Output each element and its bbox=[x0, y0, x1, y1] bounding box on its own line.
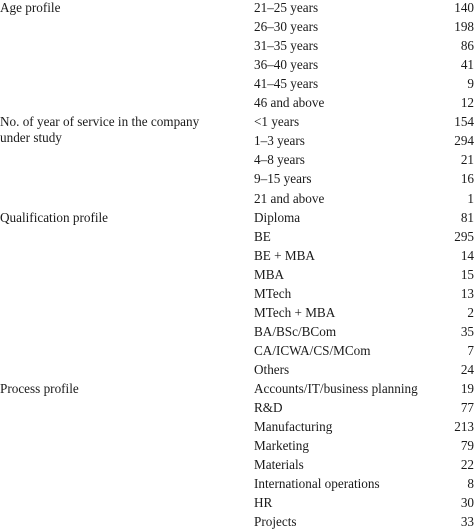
subcategory-label: 4–8 years bbox=[254, 152, 305, 168]
count-value: 22 bbox=[460, 457, 474, 473]
count-value: 79 bbox=[460, 438, 474, 454]
table-row bbox=[0, 265, 474, 285]
count-value: 19 bbox=[460, 381, 474, 396]
count-value: 12 bbox=[460, 95, 474, 111]
subcategory-label: 9–15 years bbox=[254, 171, 312, 187]
table-row bbox=[0, 131, 474, 151]
table-row bbox=[0, 0, 474, 18]
count-value: 13 bbox=[460, 285, 474, 301]
count-value: 77 bbox=[460, 400, 474, 416]
table-row bbox=[0, 436, 474, 456]
table-row bbox=[0, 322, 474, 342]
subcategory-label: BE + MBA bbox=[254, 247, 315, 263]
table-row bbox=[0, 360, 474, 380]
subcategory-label: 21–25 years bbox=[254, 0, 319, 15]
subcategory-label: 31–35 years bbox=[254, 38, 319, 54]
subcategory-label: BE bbox=[254, 228, 271, 244]
subcategory-label: Accounts/IT/business planning bbox=[254, 381, 418, 396]
count-value: 294 bbox=[454, 133, 474, 149]
table-row bbox=[0, 493, 474, 513]
table-row bbox=[0, 455, 474, 475]
count-value: 35 bbox=[460, 323, 474, 339]
subcategory-label: R&D bbox=[254, 400, 283, 416]
category-label: No. of year of service in the company under study bbox=[0, 114, 200, 146]
count-value: 16 bbox=[460, 171, 474, 187]
category-label: Qualification profile bbox=[0, 209, 109, 225]
table-row bbox=[0, 512, 474, 532]
subcategory-label: 46 and above bbox=[254, 95, 325, 111]
table-row bbox=[0, 169, 474, 189]
count-value: 14 bbox=[460, 247, 474, 263]
count-value: 9 bbox=[467, 76, 474, 92]
subcategory-label: MBA bbox=[254, 266, 285, 282]
table-row bbox=[0, 36, 474, 56]
table-row bbox=[0, 398, 474, 418]
count-value: 24 bbox=[460, 361, 474, 377]
table-row bbox=[0, 246, 474, 266]
count-value: 140 bbox=[454, 0, 474, 15]
subcategory-label: Others bbox=[254, 361, 290, 377]
count-value: 2 bbox=[467, 304, 474, 320]
subcategory-label: 26–30 years bbox=[254, 19, 319, 35]
count-value: 41 bbox=[460, 57, 474, 73]
table-row bbox=[0, 303, 474, 323]
subcategory-label: 21 and above bbox=[254, 190, 325, 206]
subcategory-label: 1–3 years bbox=[254, 133, 305, 149]
subcategory-label: Materials bbox=[254, 457, 304, 473]
count-value: 81 bbox=[460, 209, 474, 225]
subcategory-label: International operations bbox=[254, 476, 380, 492]
subcategory-label: <1 years bbox=[254, 114, 300, 130]
count-value: 21 bbox=[460, 152, 474, 168]
table-row bbox=[0, 17, 474, 37]
table-row bbox=[0, 474, 474, 494]
table-row bbox=[0, 55, 474, 75]
count-value: 30 bbox=[460, 495, 474, 511]
count-value: 86 bbox=[460, 38, 474, 54]
count-value: 15 bbox=[460, 266, 474, 282]
count-value: 1 bbox=[467, 190, 474, 206]
table-row bbox=[0, 284, 474, 304]
subcategory-label: BA/BSc/BCom bbox=[254, 323, 337, 339]
count-value: 198 bbox=[454, 19, 474, 35]
count-value: 8 bbox=[467, 476, 474, 492]
count-value: 33 bbox=[460, 514, 474, 530]
subcategory-label: CA/ICWA/CS/MCom bbox=[254, 342, 371, 358]
subcategory-label: 41–45 years bbox=[254, 76, 319, 92]
table-row bbox=[0, 74, 474, 94]
table-row bbox=[0, 417, 474, 437]
table-row bbox=[0, 150, 474, 170]
subcategory-label: Projects bbox=[254, 514, 297, 530]
subcategory-label: Marketing bbox=[254, 438, 309, 454]
subcategory-label: Manufacturing bbox=[254, 419, 333, 435]
category-label: Age profile bbox=[0, 0, 61, 15]
category-label: Process profile bbox=[0, 381, 79, 396]
count-value: 154 bbox=[454, 114, 474, 130]
table-row bbox=[0, 189, 474, 209]
table-row bbox=[0, 341, 474, 361]
subcategory-label: MTech + MBA bbox=[254, 304, 336, 320]
count-value: 7 bbox=[467, 342, 474, 358]
subcategory-label: 36–40 years bbox=[254, 57, 319, 73]
table-row bbox=[0, 208, 474, 228]
table-row bbox=[0, 227, 474, 247]
count-value: 295 bbox=[454, 228, 474, 244]
table-row bbox=[0, 93, 474, 113]
subcategory-label: Diploma bbox=[254, 209, 301, 225]
count-value: 213 bbox=[454, 419, 474, 435]
subcategory-label: MTech bbox=[254, 285, 292, 301]
subcategory-label: HR bbox=[254, 495, 273, 511]
table-row bbox=[0, 379, 474, 399]
